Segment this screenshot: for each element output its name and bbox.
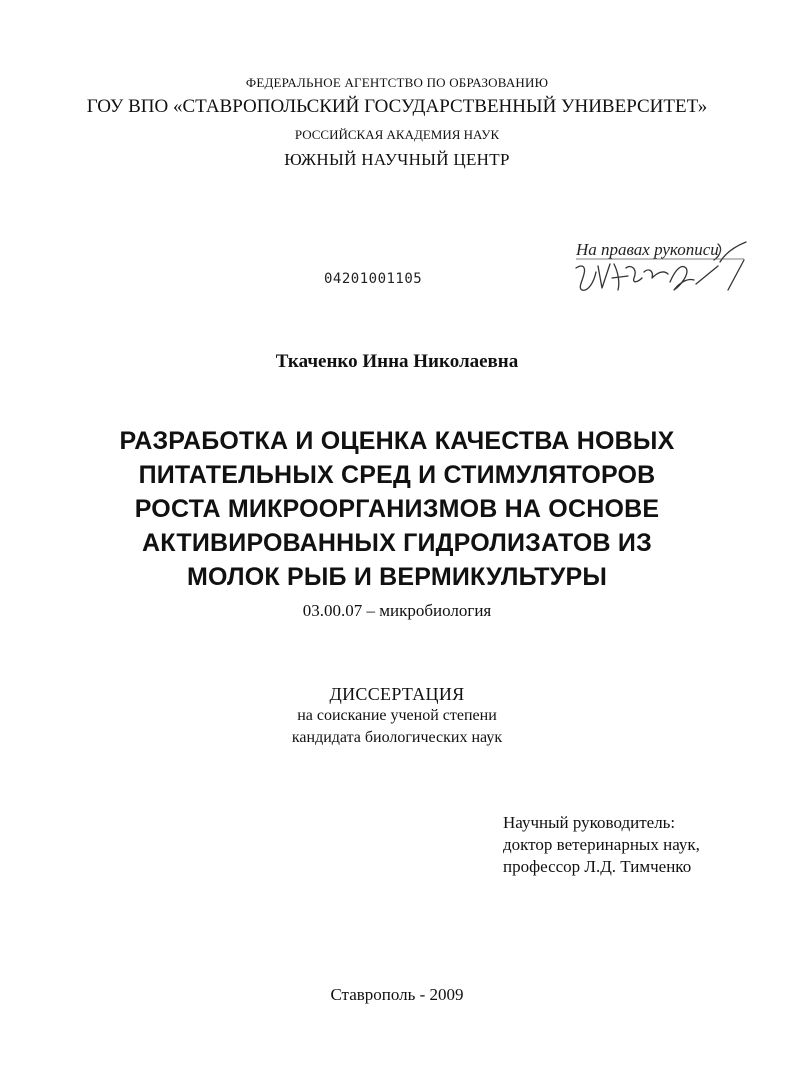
specialty-code: 03.00.07 – микробиология — [302, 601, 492, 620]
handwritten-signature — [568, 238, 758, 300]
title-line: МОЛОК РЫБ И ВЕРМИКУЛЬТУРЫ — [186, 563, 608, 591]
university-name: ГОУ ВПО «СТАВРОПОЛЬСКИЙ ГОСУДАРСТВЕННЫЙ УНИВЕРСИТЕТ» — [86, 96, 708, 117]
rights-label: На правах рукописи — [576, 240, 719, 259]
city-year: Ставрополь - 2009 — [330, 985, 464, 1004]
degree-line: на соискание ученой степени — [297, 707, 497, 724]
supervisor-name: профессор Л.Д. Тимченко — [503, 857, 692, 876]
supervisor-label: Научный руководитель: — [503, 813, 676, 832]
dissertation-type: ДИССЕРТАЦИЯ — [329, 684, 465, 704]
dissertation-title — [60, 424, 734, 594]
document-number: 04201001105 — [324, 271, 423, 287]
author-name: Ткаченко Инна Николаевна — [275, 351, 519, 372]
agency-name: ФЕДЕРАЛЬНОЕ АГЕНТСТВО ПО ОБРАЗОВАНИЮ — [245, 75, 549, 90]
academy-name: РОССИЙСКАЯ АКАДЕМИЯ НАУК — [294, 127, 500, 142]
supervisor-degree: доктор ветеринарных наук, — [503, 835, 700, 854]
title-line: РОСТА МИКРООРГАНИЗМОВ НА ОСНОВЕ — [134, 495, 660, 523]
title-line: ПИТАТЕЛЬНЫХ СРЕД И СТИМУЛЯТОРОВ — [138, 461, 656, 489]
title-line: РАЗРАБОТКА И ОЦЕНКА КАЧЕСТВА НОВЫХ — [119, 427, 675, 455]
research-center-name: ЮЖНЫЙ НАУЧНЫЙ ЦЕНТР — [284, 150, 510, 169]
degree-line: кандидата биологических наук — [291, 729, 503, 746]
title-line: АКТИВИРОВАННЫХ ГИДРОЛИЗАТОВ ИЗ — [142, 529, 652, 557]
supervisor-block — [503, 812, 700, 878]
